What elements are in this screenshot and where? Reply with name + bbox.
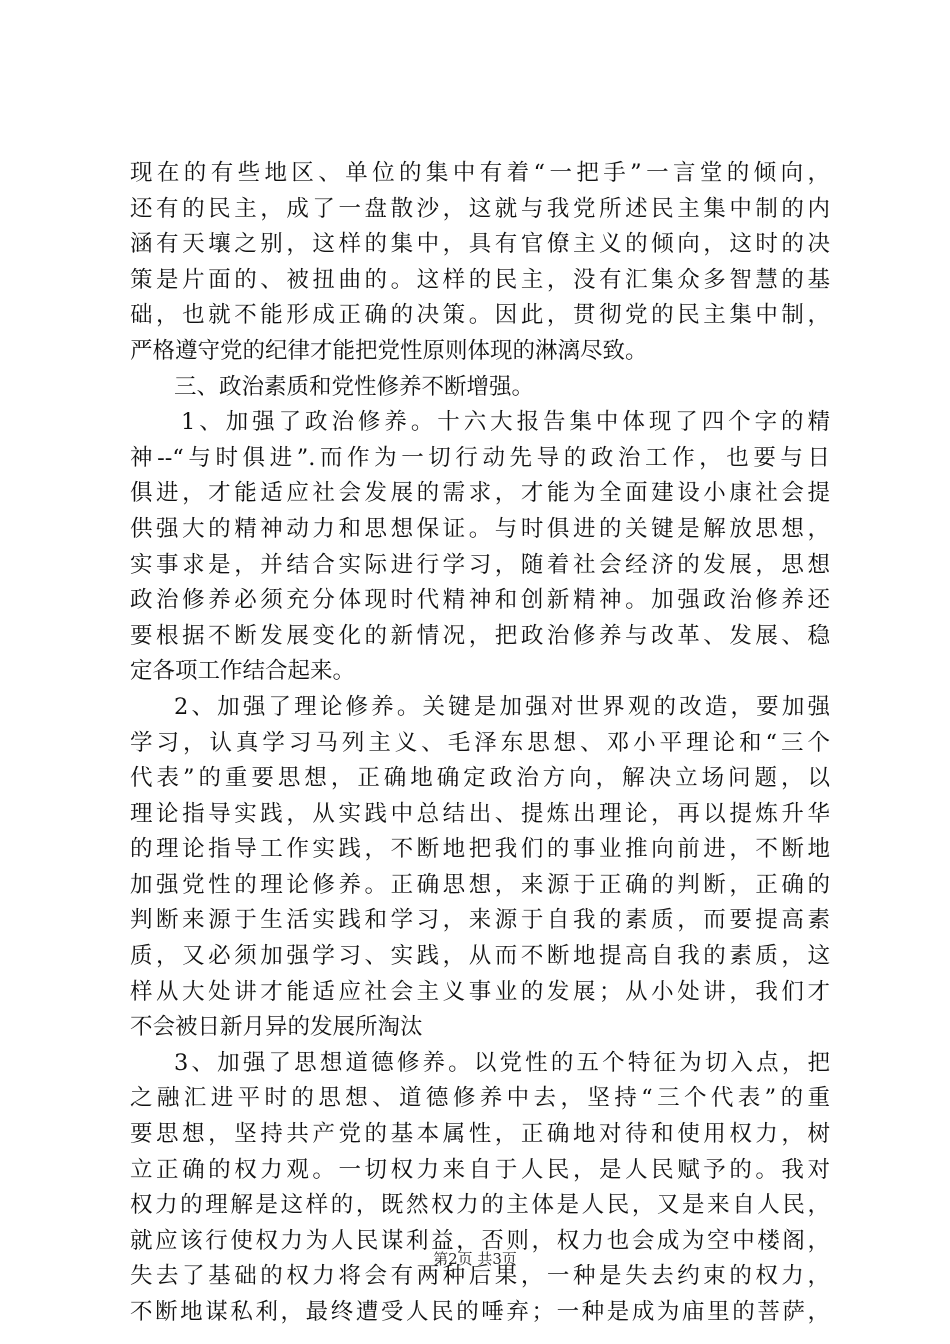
text-line: 定各项工作结合起来。 [130,658,356,685]
text-line: 理论指导实践，从实践中总结出、提炼出理论，再以提炼升华 [130,800,830,827]
text-line: 的理论指导工作实践，不断地把我们的事业推向前进，不断地 [130,836,830,863]
text-line: 立正确的权力观。一切权力来自于人民，是人民赋予的。我对 [130,1156,830,1183]
text-line: 1、加强了政治修养。十六大报告集中体现了四个字的精 [181,409,830,436]
text-line: 学习，认真学习马列主义、毛泽东思想、邓小平理论和“三个 [130,729,830,756]
text-line: 质，又必须加强学习、实践，从而不断地提高自我的素质，这 [130,943,830,970]
text-line: 神--“与时俱进”.而作为一切行动先导的政治工作，也要与日 [130,444,830,471]
text-line: 失去了基础的权力将会有两种后果，一种是失去约束的权力， [130,1263,830,1290]
text-line: 判断来源于生活实践和学习，来源于自我的素质，而要提高素 [130,907,830,934]
text-line: 要根据不断发展变化的新情况，把政治修养与改革、发展、稳 [130,622,830,649]
text-line: 就应该行使权力为人民谋利益，否则，权力也会成为空中楼阁， [130,1227,830,1254]
text-line: 代表”的重要思想，正确地确定政治方向，解决立场问题，以 [130,765,830,792]
text-line: 之融汇进平时的思想、道德修养中去，坚持“三个代表”的重 [130,1085,830,1112]
text-line: 政治修养必须充分体现时代精神和创新精神。加强政治修养还 [130,587,830,614]
section-heading: 三、政治素质和党性修养不断增强。 [174,373,535,400]
page-footer: 第2页 共3页 [433,1250,517,1268]
text-line: 现在的有些地区、单位的集中有着“一把手”一言堂的倾向， [130,160,830,186]
text-line: 还有的民主，成了一盘散沙，这就与我党所述民主集中制的内 [130,195,830,222]
document-body [130,156,830,1331]
text-line: 加强党性的理论修养。正确思想，来源于正确的判断，正确的 [130,871,830,898]
text-line: 2、加强了理论修养。关键是加强对世界观的改造，要加强 [174,693,830,720]
text-line: 供强大的精神动力和思想保证。与时俱进的关键是解放思想， [130,515,830,542]
text-line: 实事求是，并结合实际进行学习，随着社会经济的发展，思想 [130,551,830,578]
text-line: 严格遵守党的纪律才能把党性原则体现的淋漓尽致。 [130,337,648,364]
text-line: 样从大处讲才能适应社会主义事业的发展；从小处讲，我们才 [130,978,830,1005]
text-line: 涵有天壤之别，这样的集中，具有官僚主义的倾向，这时的决 [130,231,830,258]
text-line: 权力的理解是这样的，既然权力的主体是人民，又是来自人民， [130,1192,830,1219]
text-line: 础，也就不能形成正确的决策。因此，贯彻党的民主集中制， [130,302,830,329]
text-line: 不会被日新月异的发展所淘汰 [130,1014,423,1041]
text-line: 3、加强了思想道德修养。以党性的五个特征为切入点，把 [174,1049,830,1076]
text-line: 要思想，坚持共产党的基本属性，正确地对待和使用权力，树 [130,1121,830,1148]
text-line: 不断地谋私利，最终遭受人民的唾弃；一种是成为庙里的菩萨， [130,1299,830,1325]
text-line: 俱进，才能适应社会发展的需求，才能为全面建设小康社会提 [130,480,830,507]
text-line: 策是片面的、被扭曲的。这样的民主，没有汇集众多智慧的基 [130,266,830,293]
